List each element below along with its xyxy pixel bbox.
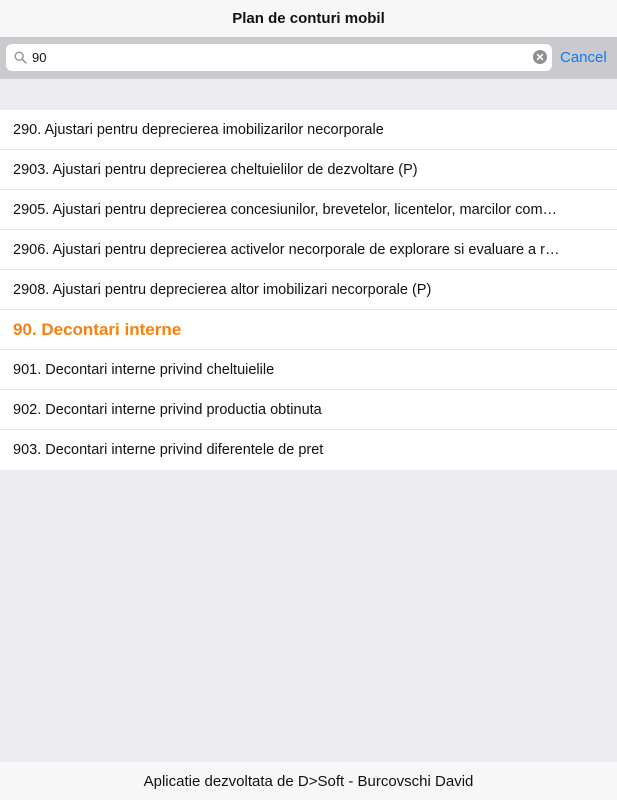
section-header-label: 90. Decontari interne xyxy=(13,319,182,339)
search-bar xyxy=(0,37,617,79)
search-icon xyxy=(14,51,27,64)
list-item-label: 2905. Ajustari pentru deprecierea concesiunilor, brevetelor, licentelor, marcilor com… xyxy=(13,201,558,218)
list-item[interactable] xyxy=(0,190,617,230)
section-header xyxy=(0,310,617,350)
list-item[interactable] xyxy=(0,350,617,390)
list-item-label: 2906. Ajustari pentru deprecierea activelor necorporale de explorare si evaluare a r… xyxy=(13,241,560,258)
list-item[interactable] xyxy=(0,270,617,310)
list-item[interactable] xyxy=(0,110,617,150)
list-item[interactable] xyxy=(0,390,617,430)
page-title: Plan de conturi mobil xyxy=(232,10,385,27)
list-item[interactable] xyxy=(0,430,617,470)
clear-icon[interactable] xyxy=(533,50,547,64)
list-item-label: 902. Decontari interne privind productia obtinuta xyxy=(13,401,322,418)
search-field[interactable] xyxy=(6,44,552,71)
list-item-label: 290. Ajustari pentru deprecierea imobilizarilor necorporale xyxy=(13,121,384,138)
list-item-label: 901. Decontari interne privind cheltuielile xyxy=(13,361,275,378)
cancel-button[interactable]: Cancel xyxy=(560,49,607,66)
list-item[interactable] xyxy=(0,150,617,190)
list-item-label: 903. Decontari interne privind diferentele de pret xyxy=(13,442,324,458)
list-item-label: 2903. Ajustari pentru deprecierea cheltuielilor de dezvoltare (P) xyxy=(13,161,418,178)
footer xyxy=(0,762,617,800)
results-list xyxy=(0,110,617,470)
list-item[interactable] xyxy=(0,230,617,270)
search-input[interactable] xyxy=(32,47,522,68)
list-item-label: 2908. Ajustari pentru deprecierea altor imobilizari necorporale (P) xyxy=(13,281,432,298)
footer-credit: Aplicatie dezvoltata de D>Soft - Burcovschi David xyxy=(143,772,474,790)
navigation-bar xyxy=(0,0,617,37)
